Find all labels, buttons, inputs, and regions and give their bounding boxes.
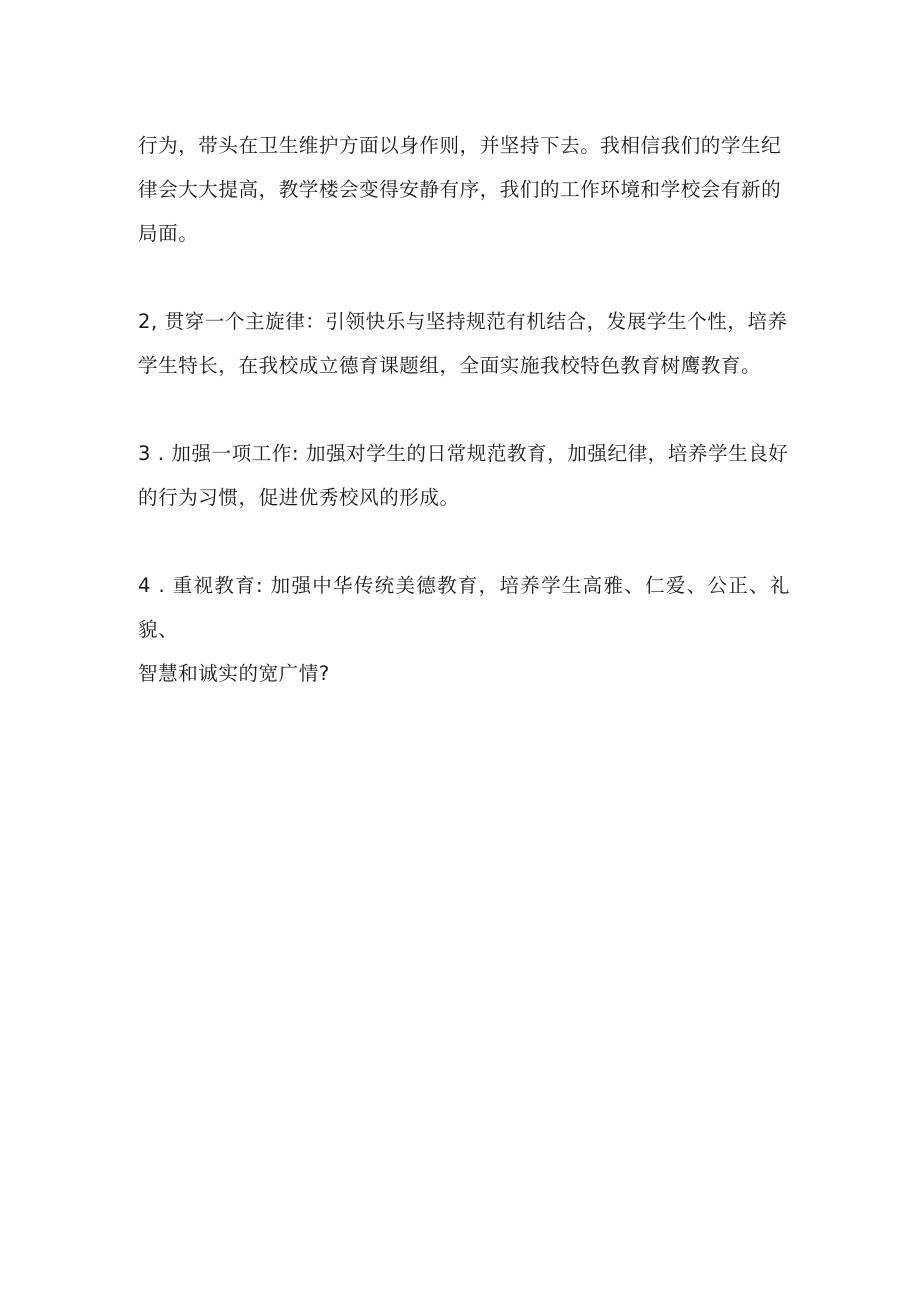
- paragraph-line: 2, 贯穿一个主旋律：引领快乐与坚持规范有机结合，发展学生个性，培养: [138, 310, 788, 333]
- paragraph-line: 的行为习惯，促进优秀校风的形成。: [138, 486, 460, 509]
- paragraph-line: 学生特长，在我校成立德育课题组，全面实施我校特色教育树鹰教育。: [138, 354, 762, 377]
- paragraph-line: 3 . 加强一项工作: 加强对学生的日常规范教育，加强纪律，培养学生良好: [138, 442, 789, 465]
- document-body: [138, 124, 790, 696]
- paragraph-3: [138, 432, 790, 520]
- paragraph-2: [138, 300, 790, 388]
- paragraph-1: [138, 124, 790, 256]
- paragraph-line: 行为，带头在卫生维护方面以身作则，并坚持下去。我相信我们的学生纪: [138, 134, 782, 157]
- paragraph-line: 智慧和诚实的宽广情?: [138, 662, 330, 685]
- paragraph-4: [138, 564, 790, 696]
- paragraph-line: 4 . 重视教育: 加强中华传统美德教育，培养学生高雅、仁爱、公正、礼貌、: [138, 574, 790, 641]
- paragraph-line: 律会大大提高，教学楼会变得安静有序，我们的工作环境和学校会有新的: [138, 178, 782, 201]
- paragraph-line: 局面。: [138, 222, 199, 245]
